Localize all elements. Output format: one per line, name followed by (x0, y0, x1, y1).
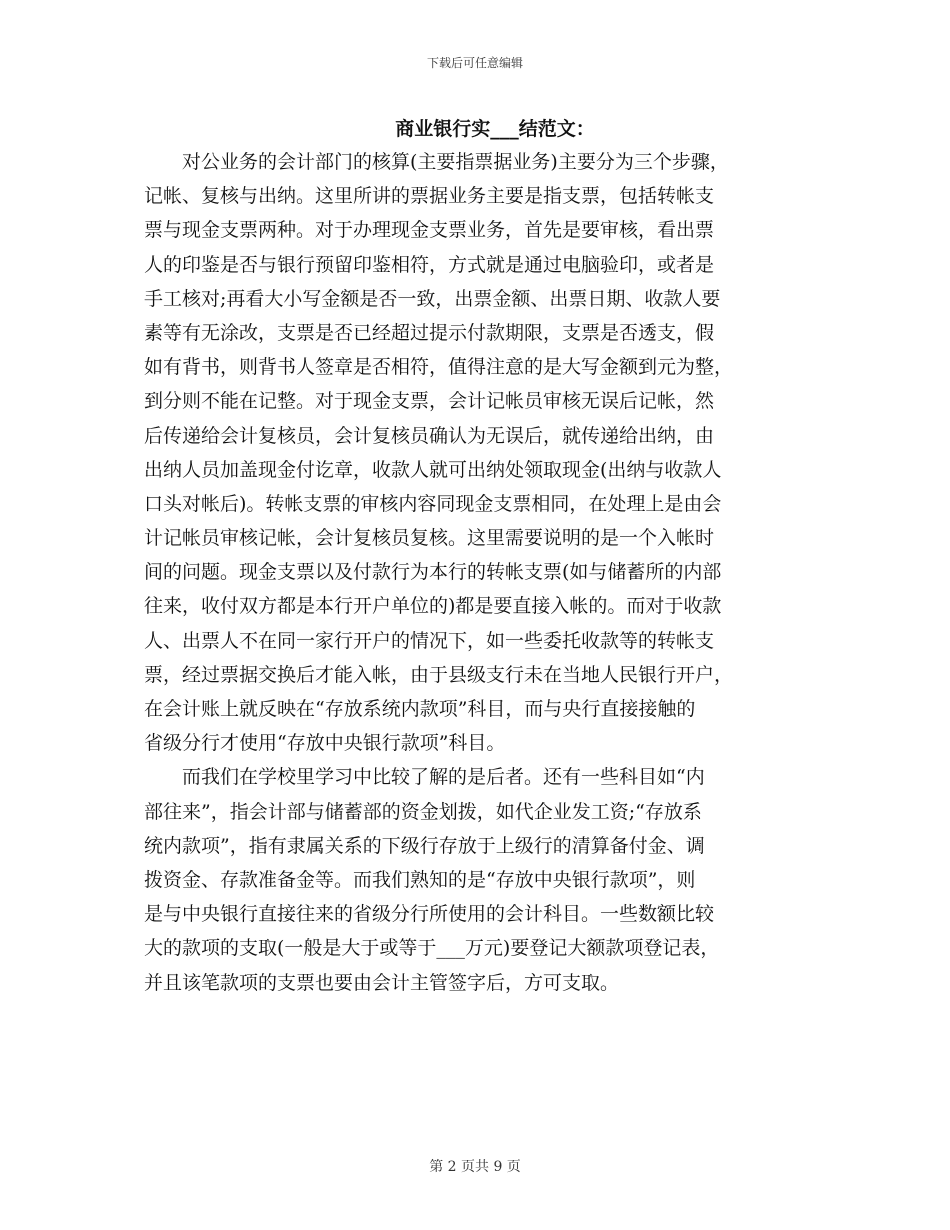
text-line: 人的印鉴是否与银行预留印鉴相符，方式就是通过电脑验印，或者是 (144, 253, 715, 276)
text-line: 并且该笔款项的支票也要由会计主管签字后，方可支取。 (144, 971, 620, 994)
text-line: 记帐、复核与出纳。这里所讲的票据业务主要是指支票，包括转帐支 (144, 185, 715, 208)
text-line: 是与中央银行直接往来的省级分行所使用的会计科目。一些数额比较 (144, 903, 715, 926)
text-line: 如有背书，则背书人签章是否相符，值得注意的是大写金额到元为整， (144, 356, 734, 379)
text-line: 在会计账上就反映在“存放系统内款项”科目，而与央行直接接触的 (144, 698, 696, 720)
paragraph-2 (144, 760, 812, 999)
text-line: 人、出票人不在同一家行开户的情况下，如一些委托收款等的转帐支 (144, 629, 715, 652)
text-line: 大的款项的支取(一般是大于或等于___万元)要登记大额款项登记表， (144, 937, 720, 960)
text-line: 后传递给会计复核员，会计复核员确认为无误后，就传递给出纳，由 (144, 424, 715, 447)
text-line: 往来，收付双方都是本行开户单位的)都是要直接入帐的。而对于收款 (144, 595, 722, 618)
text-line: 票与现金支票两种。对于办理现金支票业务，首先是要审核，看出票 (144, 219, 715, 242)
text-line: 对公业务的会计部门的核算(主要指票据业务)主要分为三个步骤， (144, 151, 729, 173)
text-line: 出纳人员加盖现金付讫章，收款人就可出纳处领取现金(出纳与收款人 (144, 458, 722, 481)
text-line: 到分则不能在记整。对于现金支票，会计记帐员审核无误后记帐，然 (144, 390, 715, 413)
text-line: 素等有无涂改，支票是否已经超过提示付款期限，支票是否透支，假 (144, 321, 715, 344)
page-header: 下载后可任意编辑 (426, 56, 523, 70)
document-body (144, 145, 812, 1000)
text-line: 统内款项”，指有隶属关系的下级行存放于上级行的清算备付金、调 (144, 834, 705, 857)
paragraph-1 (144, 145, 812, 760)
text-line: 手工核对;再看大小写金额是否一致，出票金额、出票日期、收款人要 (144, 287, 721, 310)
text-line: 计记帐员审核记帐，会计复核员复核。这里需要说明的是一个入帐时 (144, 527, 715, 550)
text-line: 而我们在学校里学习中比较了解的是后者。还有一些科目如“内 (144, 766, 705, 789)
text-line: 口头对帐后)。转帐支票的审核内容同现金支票相同，在处理上是由会 (144, 492, 722, 515)
text-line: 票，经过票据交换后才能入帐，由于县级支行未在当地人民银行开户， (144, 663, 734, 686)
text-line: 省级分行才使用“存放中央银行款项”科目。 (144, 732, 506, 755)
text-line: 部往来”，指会计部与储蓄部的资金划拨，如代企业发工资;“存放系 (144, 800, 702, 823)
document-title: 商业银行实___结范文： (395, 118, 595, 140)
text-line: 拨资金、存款准备金等。而我们熟知的是“存放中央银行款项”，则 (144, 868, 696, 891)
text-line: 间的问题。现金支票以及付款行为本行的转帐支票(如与储蓄所的内部 (144, 561, 722, 584)
page-footer: 第 2 页共 9 页 (429, 1159, 521, 1175)
